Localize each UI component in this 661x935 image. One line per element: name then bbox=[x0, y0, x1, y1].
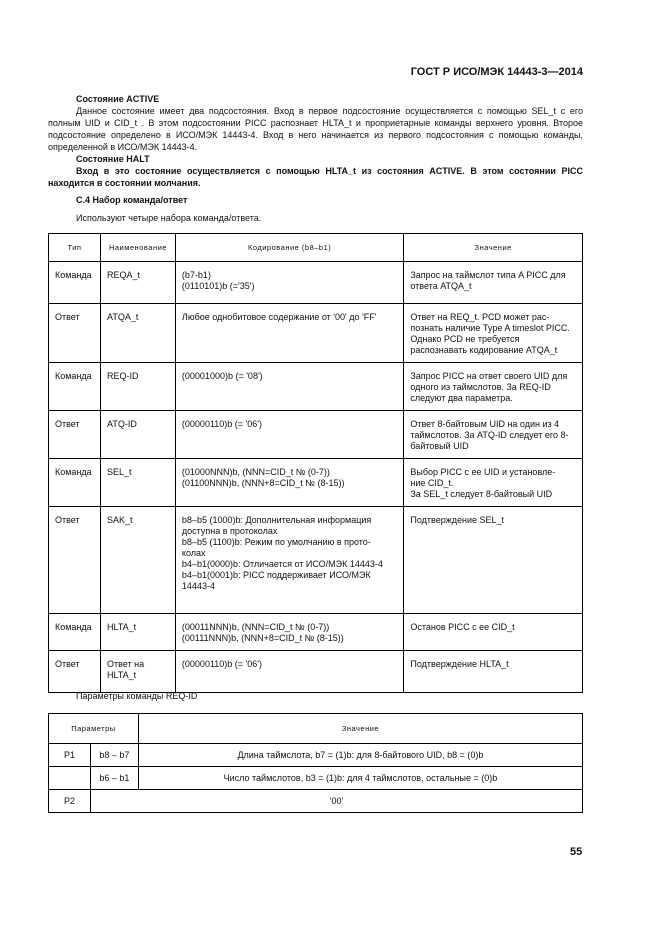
cell-meaning: Запрос PICC на ответ своего UID для одного из таймслотов. За REQ-ID следуют два параметра. bbox=[404, 363, 583, 411]
cell-meaning: Ответ на REQ_t. PCD может рас- познать наличие Type A timeslot PICC. Однако PCD не требуется распознавать кодирование ATQA_t bbox=[404, 304, 583, 363]
cell-meaning: Ответ 8-байтовым UID на один из 4 таймслотов. За ATQ-ID следует его 8-байтовый UID bbox=[404, 411, 583, 459]
col-header-type: Тип bbox=[49, 234, 101, 262]
cell-name: HLTA_t bbox=[100, 614, 175, 651]
command-response-table bbox=[48, 233, 583, 693]
params-table bbox=[48, 713, 583, 813]
cell-param bbox=[49, 767, 91, 790]
page-number: 55 bbox=[570, 846, 583, 858]
cell-meaning: Подтверждение HLTA_t bbox=[404, 651, 583, 693]
cell-coding: b8–b5 (1000)b: Дополнительная информация доступна в протоколах b8–b5 (1100)b: Режим по умолчанию в прото- колах b4–b1(0000)b: Отличается от ИСО/МЭК 14443-4 b4–b1(0001)b: PICC поддерживает ИСО/МЭК 14443-4 bbox=[175, 507, 403, 614]
cell-name: Ответ на HLTA_t bbox=[100, 651, 175, 693]
active-paragraph: Данное состояние имеет два подсостояния. Вход в первое подсостояние осуществляется с помощью SEL_t с его полным UID и CID_t . В этом подсостоянии PICC распознает HLTA_t и проприетарные команды верхнего уровня. Второе подсостояние определено в ИСО/МЭК 14443-4. Вход в него начинается из первого подсостояния с помощью команды, определенной в ИСО/МЭК 14443-4. bbox=[48, 106, 583, 152]
table-row bbox=[49, 614, 583, 651]
cell-value: '00' bbox=[90, 790, 582, 813]
table-row bbox=[49, 304, 583, 363]
cell-name: SAK_t bbox=[100, 507, 175, 614]
col-header-name: Наименование bbox=[100, 234, 175, 262]
col-header-params: Параметры bbox=[49, 714, 139, 744]
table-row bbox=[49, 363, 583, 411]
cell-param: P2 bbox=[49, 790, 91, 813]
cell-name: REQA_t bbox=[100, 262, 175, 304]
cell-meaning: Запрос на таймслот типа A PICC для ответа ATQA_t bbox=[404, 262, 583, 304]
body-text bbox=[48, 93, 583, 224]
cell-type: Ответ bbox=[49, 411, 101, 459]
cell-type: Команда bbox=[49, 614, 101, 651]
table-row bbox=[49, 767, 583, 790]
cell-meaning: Выбор PICC с ее UID и установле- ние CID_t. За SEL_t следует 8-байтовый UID bbox=[404, 459, 583, 507]
cell-coding: (b7-b1) (0110101)b (='35') bbox=[175, 262, 403, 304]
cell-type: Ответ bbox=[49, 507, 101, 614]
table-row bbox=[49, 459, 583, 507]
cell-type: Команда bbox=[49, 363, 101, 411]
cell-coding: (01000NNN)b, (NNN=CID_t № (0-7)) (01100NNN)b, (NNN+8=CID_t № (8-15)) bbox=[175, 459, 403, 507]
cell-value: Число таймслотов, b3 = (1)b: для 4 таймслотов, остальные = (0)b bbox=[138, 767, 582, 790]
table-row bbox=[49, 790, 583, 813]
cell-meaning: Останов PICC с ее CID_t bbox=[404, 614, 583, 651]
running-header: ГОСТ Р ИСО/МЭК 14443-3—2014 bbox=[410, 66, 583, 78]
cell-coding: Любое однобитовое содержание от '00' до 'FF' bbox=[175, 304, 403, 363]
col-header-meaning: Значение bbox=[404, 234, 583, 262]
section-title: С.4 Набор команда/ответ bbox=[76, 195, 188, 205]
intro-text: Используют четыре набора команда/ответа. bbox=[76, 213, 262, 223]
col-header-value: Значение bbox=[138, 714, 582, 744]
cell-type: Ответ bbox=[49, 651, 101, 693]
cell-meaning: Подтверждение SEL_t bbox=[404, 507, 583, 614]
halt-title: Состояние HALT bbox=[76, 154, 150, 164]
table-row bbox=[49, 744, 583, 767]
cell-type: Команда bbox=[49, 459, 101, 507]
cell-name: SEL_t bbox=[100, 459, 175, 507]
cell-value: Длина таймслота, b7 = (1)b: для 8-байтового UID, b8 = (0)b bbox=[138, 744, 582, 767]
active-title: Состояние ACTIVE bbox=[76, 94, 160, 104]
cell-coding: (00001000)b (= '08') bbox=[175, 363, 403, 411]
table-row bbox=[49, 411, 583, 459]
cell-bits: b8 – b7 bbox=[90, 744, 138, 767]
table-row bbox=[49, 262, 583, 304]
cell-name: ATQA_t bbox=[100, 304, 175, 363]
cell-type: Ответ bbox=[49, 304, 101, 363]
cell-type: Команда bbox=[49, 262, 101, 304]
cell-name: REQ-ID bbox=[100, 363, 175, 411]
table-row bbox=[49, 507, 583, 614]
cell-coding: (00000110)b (= '06') bbox=[175, 411, 403, 459]
cell-param: P1 bbox=[49, 744, 91, 767]
table-row bbox=[49, 651, 583, 693]
halt-paragraph: Вход в это состояние осуществляется с помощью HLTA_t из состояния ACTIVE. В этом состоянии PICC находится в состоянии молчания. bbox=[48, 166, 583, 188]
col-header-coding: Кодирование (b8–b1) bbox=[175, 234, 403, 262]
cell-coding: (00011NNN)b, (NNN=CID_t № (0-7)) (00111NNN)b, (NNN+8=CID_t № (8-15)) bbox=[175, 614, 403, 651]
params-title: Параметры команды REQ-ID bbox=[76, 691, 198, 701]
cell-bits: b6 – b1 bbox=[90, 767, 138, 790]
cell-coding: (00000110)b (= '06') bbox=[175, 651, 403, 693]
cell-name: ATQ-ID bbox=[100, 411, 175, 459]
